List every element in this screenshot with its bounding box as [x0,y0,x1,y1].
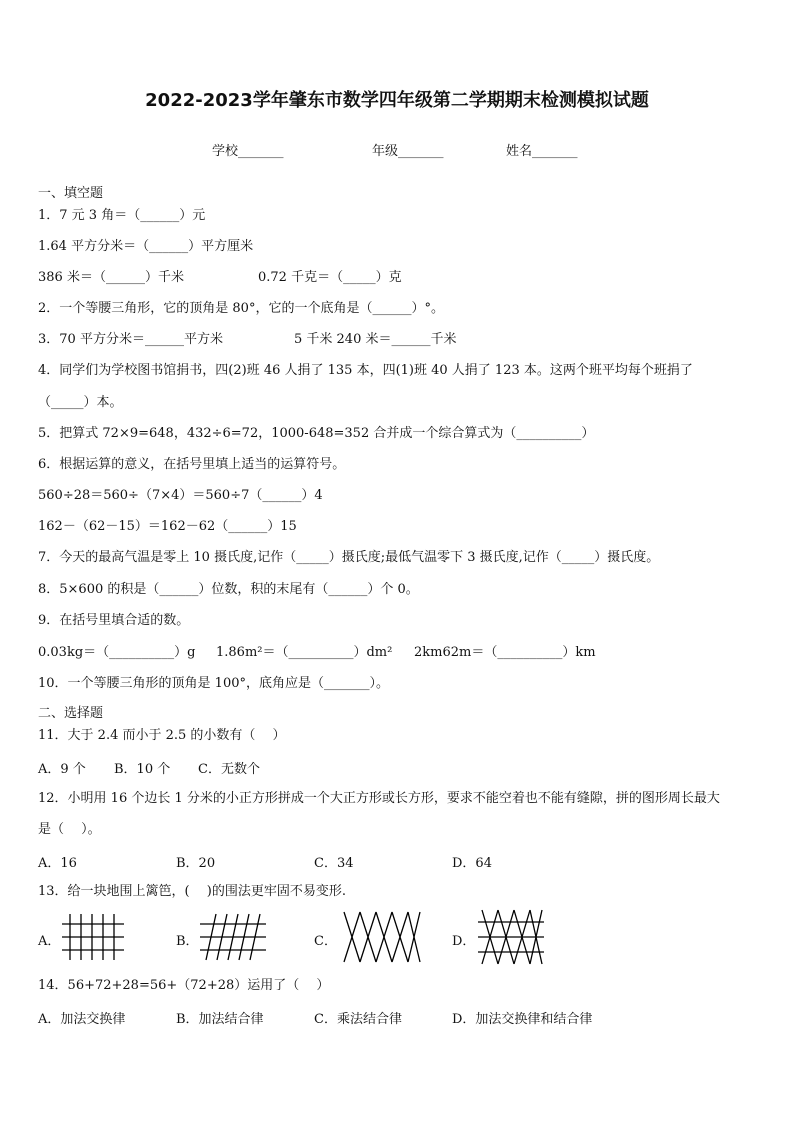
q12-option-c: C．34 [314,856,354,871]
question-1a: 1．7 元 3 角＝（______）元 [38,208,206,223]
question-4b: （_____）本。 [38,395,123,410]
question-13: 13．给一块地围上篱笆，( )的围法更牢固不易变形. [38,884,346,899]
question-12a: 12．小明用 16 个边长 1 分米的小正方形拼成一个大正方形或长方形，要求不能空着也不能有缝隙，拼的图形周长最大 [38,791,720,806]
question-2: 2．一个等腰三角形，它的顶角是 80°，它的一个底角是（______）°。 [38,301,444,316]
question-7: 7．今天的最高气温是零上 10 摄氏度,记作（_____）摄氏度;最低气温零下 3 摄氏度,记作（_____）摄氏度。 [38,550,660,565]
q14-option-b: B．加法结合律 [176,1012,264,1027]
question-1b: 1.64 平方分米＝（______）平方厘米 [38,239,254,254]
q14-option-a: A．加法交换律 [38,1012,126,1027]
question-6c: 162－（62－15）＝162－62（______）15 [38,519,297,534]
question-1c: 386 米＝（______）千米 [38,270,184,285]
school-field: 学校_______ [212,144,284,159]
question-5: 5．把算式 72×9=648，432÷6=72，1000-648=352 合并成一个综合算式为（__________） [38,426,595,441]
fence-crossed-figure [476,908,546,970]
q13-option-c-label: C． [314,934,337,949]
question-4a: 4．同学们为学校图书馆捐书，四(2)班 46 人捐了 135 本，四(1)班 40 人捐了 123 本。这两个班平均每个班捐了 [38,363,693,378]
question-1d: 0.72 千克＝（_____）克 [258,270,402,285]
question-9b: 0.03kg＝（__________）g [38,645,196,660]
question-9c: 1.86m²＝（__________）dm² [216,645,393,660]
page-title: 2022-2023学年肇东市数学四年级第二学期期末检测模拟试题 [145,90,649,111]
q11-option-c: C．无数个 [198,762,260,777]
q11-option-a: A．9 个 [38,762,86,777]
question-14: 14．56+72+28=56+（72+28）运用了（ ） [38,978,330,993]
question-12b: 是（ ）。 [38,822,101,837]
q12-option-d: D．64 [452,856,492,871]
q14-option-c: C．乘法结合律 [314,1012,402,1027]
question-11: 11．大于 2.4 而小于 2.5 的小数有（ ） [38,728,286,743]
question-8: 8．5×600 的积是（______）位数，积的末尾有（______）个 0。 [38,582,419,597]
q13-option-d-label: D． [452,934,476,949]
question-3a: 3．70 平方分米＝______平方米 [38,332,223,347]
q12-option-b: B．20 [176,856,216,871]
question-9d: 2km62m＝（__________）km [414,645,596,660]
section-heading-choice: 二、选择题 [38,706,104,721]
question-10: 10．一个等腰三角形的顶角是 100°，底角应是（_______）。 [38,676,389,691]
fence-grid-square-figure [60,912,126,966]
section-heading-fill: 一、填空题 [38,186,104,201]
grade-field: 年级_______ [372,144,444,159]
q14-option-d: D．加法交换律和结合律 [452,1012,593,1027]
question-3b: 5 千米 240 米＝______千米 [294,332,457,347]
question-6a: 6．根据运算的意义，在括号里填上适当的运算符号。 [38,457,346,472]
fence-zigzag-figure [340,910,424,968]
q11-option-b: B．10 个 [114,762,171,777]
q13-option-b-label: B． [176,934,199,949]
fence-slanted-figure [198,912,268,966]
name-field: 姓名_______ [506,144,578,159]
q13-option-a-label: A． [38,934,61,949]
question-9a: 9．在括号里填合适的数。 [38,613,190,628]
question-6b: 560÷28＝560÷（7×4）＝560÷7（______）4 [38,488,323,503]
q12-option-a: A．16 [38,856,77,871]
